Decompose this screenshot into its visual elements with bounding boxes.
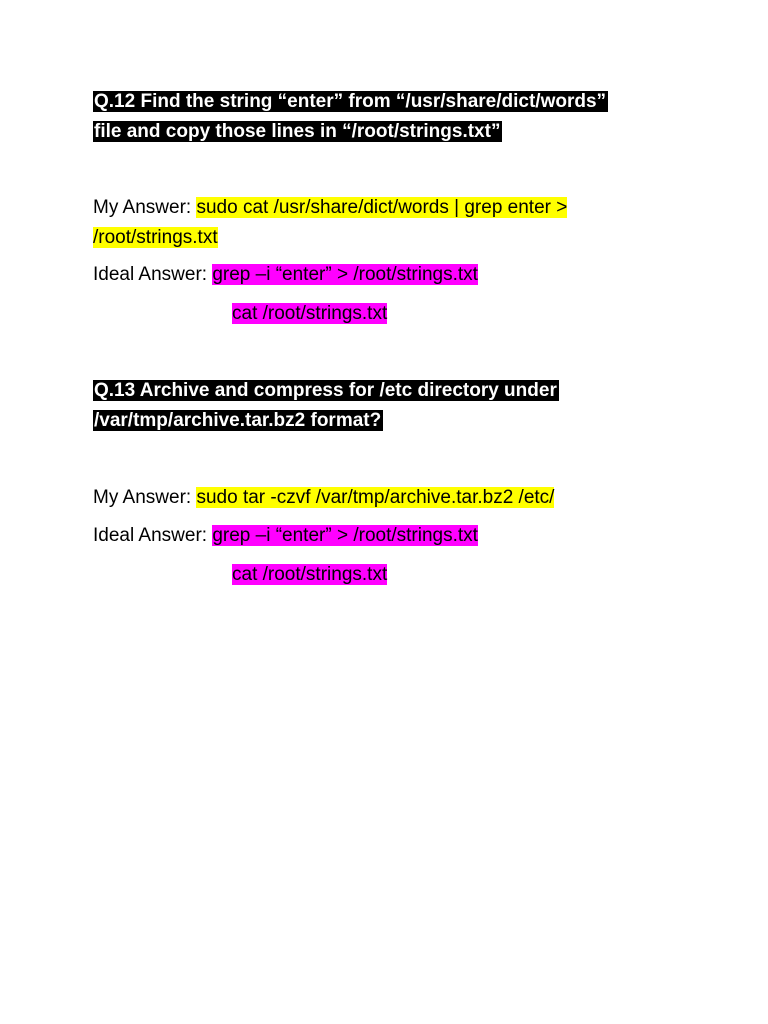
- q12-my-answer-text-1: sudo cat /usr/share/dict/words | grep enter >: [196, 197, 568, 218]
- q12-my-answer-label: My Answer:: [93, 197, 197, 218]
- q13-ideal-answer-line1: [93, 523, 478, 549]
- q13-heading-text-2: /var/tmp/archive.tar.bz2 format?: [94, 410, 382, 431]
- q13-ideal-answer-text-1: grep –i “enter” > /root/strings.txt: [212, 525, 478, 546]
- q13-heading-text-1: Q.13 Archive and compress for /etc directory under: [94, 380, 557, 401]
- q13-ideal-answer-text-2: cat /root/strings.txt: [232, 564, 388, 585]
- q12-ideal-answer-line1: [93, 262, 478, 288]
- q13-heading-line2: [93, 408, 383, 434]
- q13-ideal-answer-line2: [232, 562, 387, 588]
- q13-heading-line1: [93, 378, 559, 404]
- q12-ideal-answer-text-1: grep –i “enter” > /root/strings.txt: [212, 264, 478, 285]
- q12-heading-text-2: file and copy those lines in “/root/strings.txt”: [94, 121, 501, 142]
- q12-ideal-answer-line2: [232, 301, 387, 327]
- q12-my-answer-line2: [93, 225, 218, 251]
- q13-my-answer-text-1: sudo tar -czvf /var/tmp/archive.tar.bz2 /etc/: [196, 487, 555, 508]
- q12-heading-line2: [93, 119, 502, 145]
- q13-ideal-answer-label: Ideal Answer:: [93, 525, 213, 546]
- q12-heading-text-1: Q.12 Find the string “enter” from “/usr/share/dict/words”: [94, 91, 607, 112]
- q12-ideal-answer-label: Ideal Answer:: [93, 264, 213, 285]
- q13-my-answer-label: My Answer:: [93, 487, 197, 508]
- q12-ideal-answer-text-2: cat /root/strings.txt: [232, 303, 388, 324]
- q12-heading-line1: [93, 89, 608, 115]
- q12-my-answer-line1: [93, 195, 567, 221]
- q12-my-answer-text-2: /root/strings.txt: [93, 227, 218, 248]
- q13-my-answer-line1: [93, 485, 554, 511]
